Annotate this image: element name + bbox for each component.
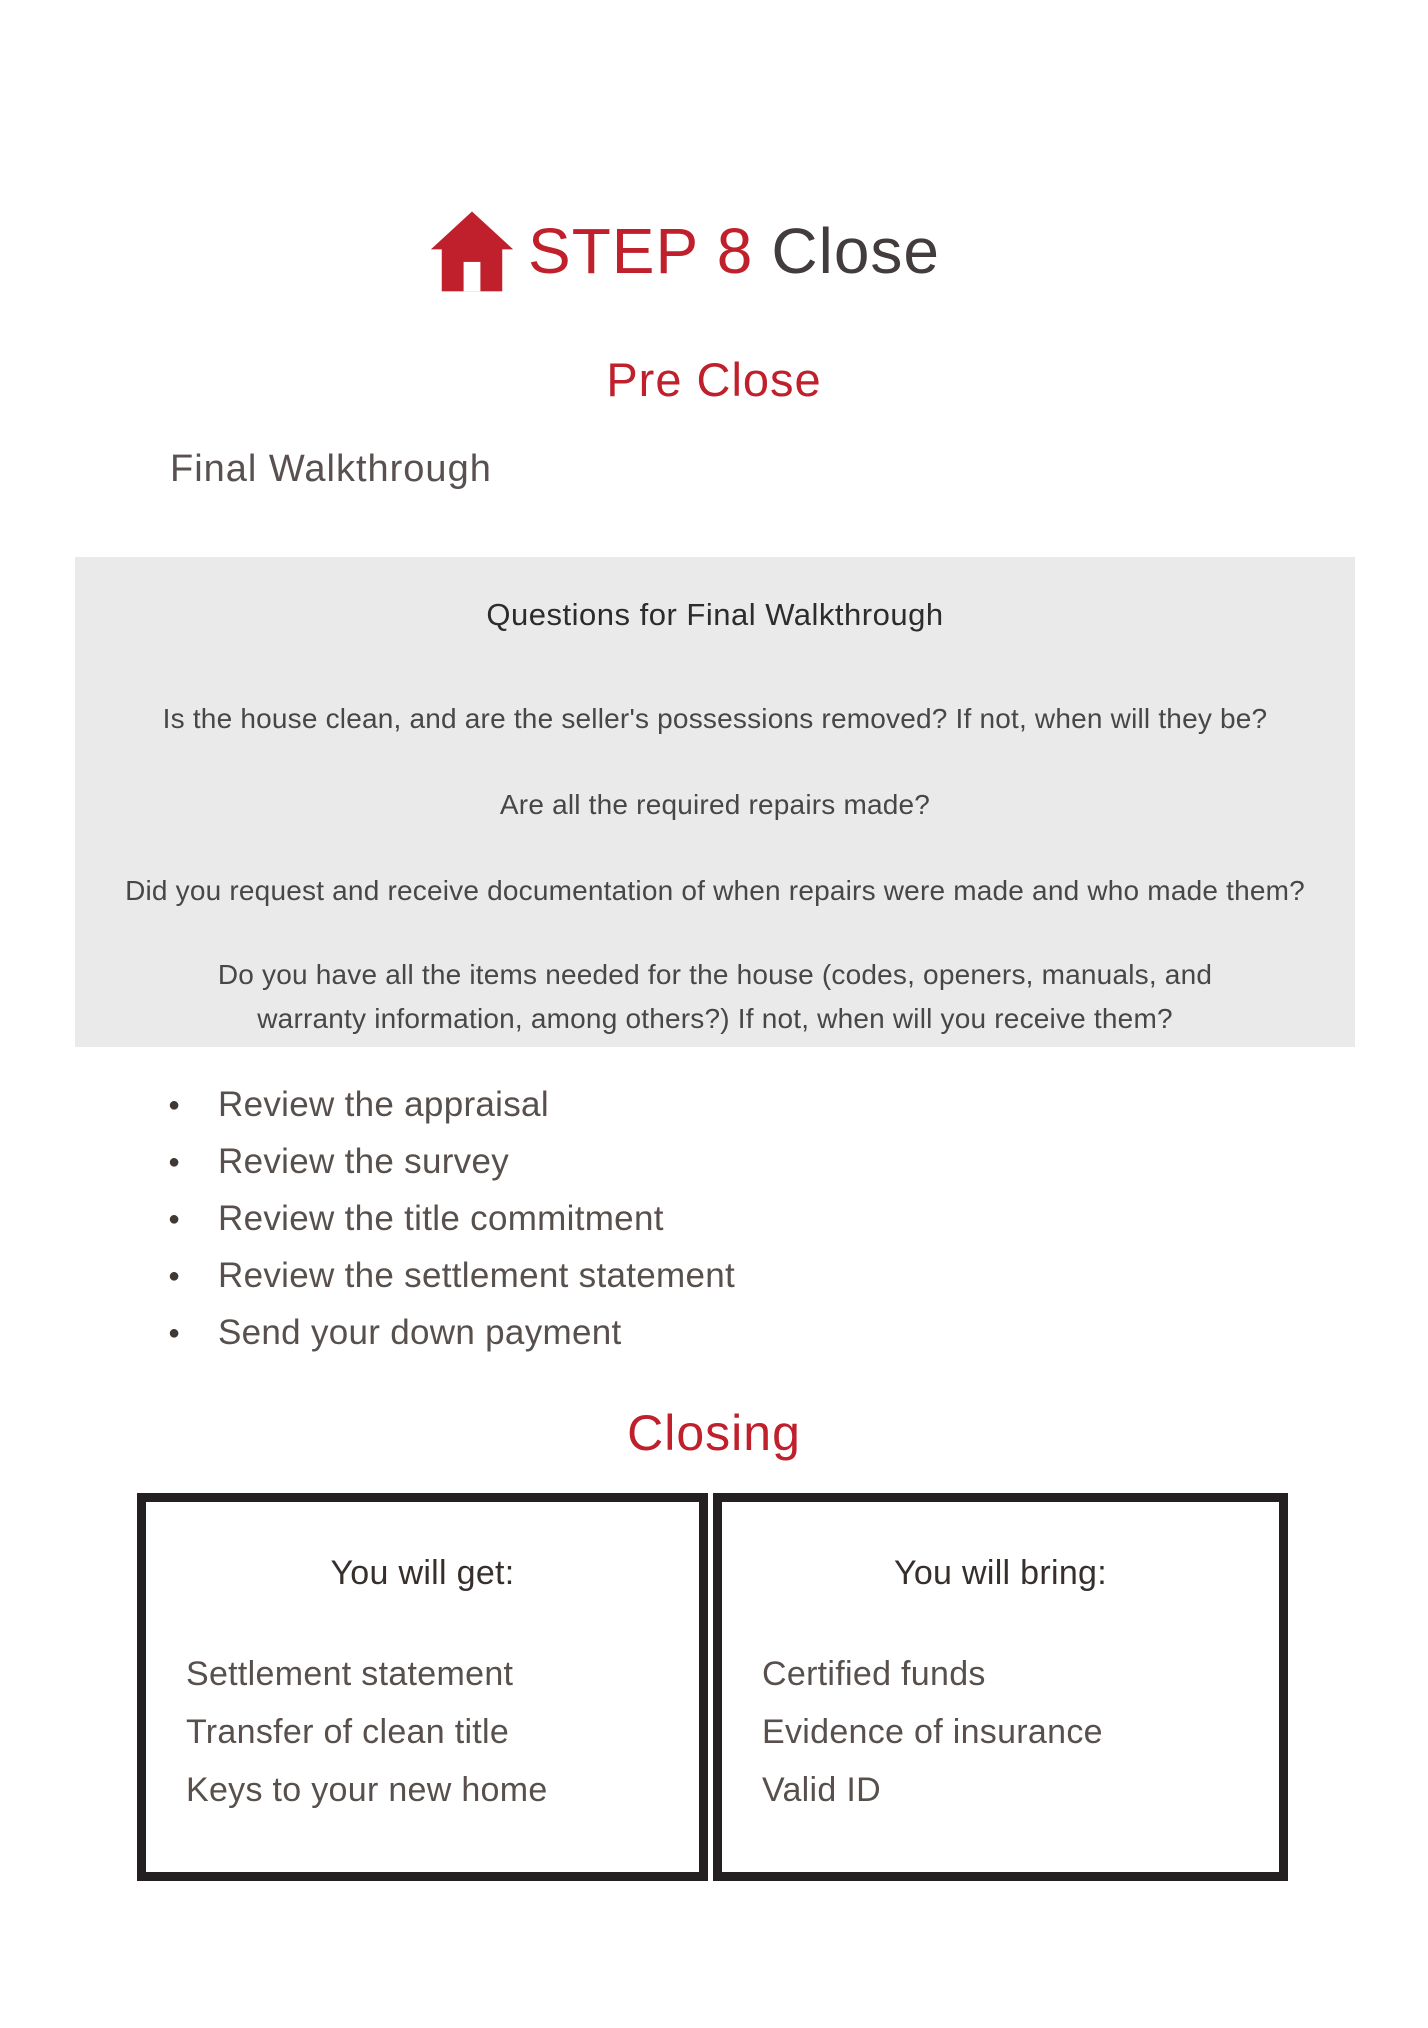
pre-close-checklist	[168, 1076, 735, 1361]
checklist-item	[168, 1133, 735, 1190]
step-title: Close	[771, 215, 940, 287]
checklist-item	[168, 1076, 735, 1133]
list-item: Transfer of clean title	[186, 1713, 510, 1751]
step-label: STEP 8	[528, 215, 754, 287]
walkthrough-question: Do you have all the items needed for the house (codes, openers, manuals, and warranty information, among others?) If not, when will you receive them?	[217, 959, 1213, 1034]
list-item: Keys to your new home	[186, 1771, 548, 1809]
you-will-bring-title: You will bring:	[893, 1554, 1108, 1592]
list-item: Settlement statement	[186, 1655, 514, 1693]
checklist-item-label: Review the title commitment	[218, 1198, 664, 1238]
you-will-bring-box	[713, 1493, 1288, 1881]
checklist-item	[168, 1190, 735, 1247]
you-will-get-items	[146, 1645, 699, 1819]
house-icon	[430, 208, 514, 294]
list-item: Evidence of insurance	[762, 1713, 1103, 1751]
checklist-item	[168, 1247, 735, 1304]
walkthrough-question: Are all the required repairs made?	[499, 789, 931, 820]
bullet-icon: ●	[168, 1150, 181, 1173]
checklist-item-label: Send your down payment	[218, 1312, 622, 1352]
questions-box	[75, 557, 1355, 1047]
final-walkthrough-label: Final Walkthrough	[170, 448, 492, 490]
you-will-get-title: You will get:	[330, 1554, 515, 1592]
list-item: Valid ID	[762, 1771, 881, 1809]
checklist-item-label: Review the settlement statement	[218, 1255, 736, 1295]
walkthrough-question: Is the house clean, and are the seller's possessions removed? If not, when will they be?	[162, 703, 1268, 734]
bullet-icon: ●	[168, 1207, 181, 1230]
pre-close-heading: Pre Close	[606, 353, 822, 406]
checklist-item-label: Review the appraisal	[218, 1084, 549, 1124]
bullet-icon: ●	[168, 1264, 181, 1287]
questions-box-title: Questions for Final Walkthrough	[486, 597, 944, 632]
checklist-item-label: Review the survey	[218, 1141, 510, 1181]
walkthrough-question: Did you request and receive documentation of when repairs were made and who made them?	[125, 875, 1305, 906]
you-will-bring-items	[722, 1645, 1279, 1819]
bullet-icon: ●	[168, 1321, 181, 1344]
checklist-item	[168, 1304, 735, 1361]
closing-heading: Closing	[627, 1405, 801, 1461]
list-item: Certified funds	[762, 1655, 986, 1693]
step-header	[430, 208, 940, 294]
you-will-get-box	[137, 1493, 708, 1881]
closing-columns	[137, 1493, 1288, 1881]
bullet-icon: ●	[168, 1093, 181, 1116]
